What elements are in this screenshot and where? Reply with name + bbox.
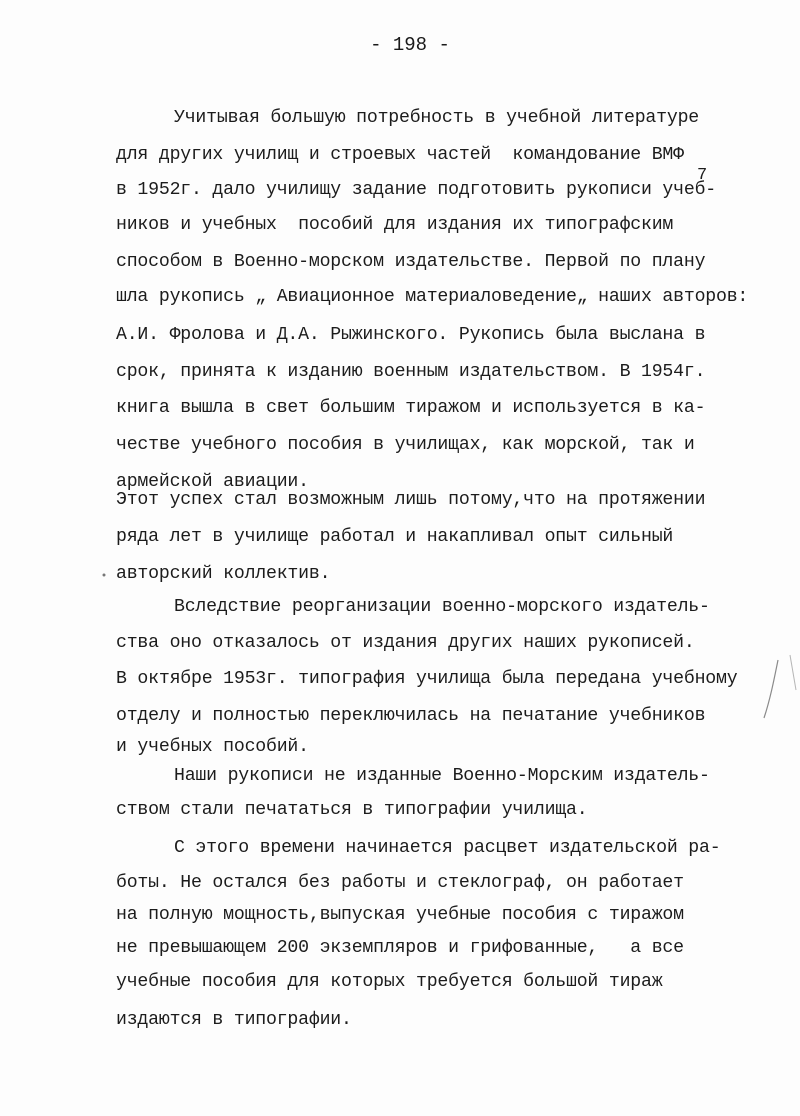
text-line: на полную мощность,выпуская учебные пособия с тиражом [116, 905, 684, 925]
pencil-stroke [790, 655, 796, 690]
text-line: для других училищ и строевых частей командование ВМФ [116, 145, 684, 165]
pencil-stroke [764, 660, 778, 718]
text-line: В октябре 1953г. типография училища была передана учебному [116, 669, 738, 689]
text-line: не превышающем 200 экземпляров и грифованные, а все [116, 938, 684, 958]
text-line: Этот успех стал возможным лишь потому,что на протяжении [116, 490, 706, 510]
text-line: в 1952г. дало училищу задание подготовить рукописи учеб- [116, 180, 716, 200]
text-line: армейской авиации. [116, 472, 309, 492]
text-line: А.И. Фролова и Д.А. Рыжинского. Рукопись была выслана в [116, 325, 706, 345]
text-line: авторский коллектив. [116, 564, 331, 584]
text-line: ством стали печататься в типографии училища. [116, 800, 588, 820]
text-line: издаются в типографии. [116, 1010, 352, 1030]
text-line: С этого времени начинается расцвет издательской ра- [174, 838, 721, 858]
text-line: честве учебного пособия в училищах, как морской, так и [116, 435, 695, 455]
text-line: и учебных пособий. [116, 737, 309, 757]
text-line: Наши рукописи не изданные Военно-Морским издатель- [174, 766, 710, 786]
footnote-mark: 7 [697, 166, 708, 185]
text-line: ства оно отказалось от издания других наших рукописей. [116, 633, 695, 653]
text-line: шла рукопись „ Авиационное материаловедение„ наших авторов: [116, 287, 749, 307]
page-number: - 198 - [370, 34, 450, 56]
text-line: способом в Военно-морском издательстве. Первой по плану [116, 252, 706, 272]
margin-dot [103, 574, 106, 577]
text-line: книга вышла в свет большим тиражом и используется в ка- [116, 398, 706, 418]
text-line: учебные пособия для которых требуется большой тираж [116, 972, 663, 992]
text-line: ряда лет в училище работал и накапливал опыт сильный [116, 527, 674, 547]
text-line: отделу и полностью переключилась на печатание учебников [116, 706, 706, 726]
text-line: ников и учебных пособий для издания их типографским [116, 215, 674, 235]
text-line: Вследствие реорганизации военно-морского издатель- [174, 597, 710, 617]
text-line: срок, принята к изданию военным издательством. В 1954г. [116, 362, 706, 382]
text-line: Учитывая большую потребность в учебной литературе [174, 108, 699, 128]
text-line: боты. Не остался без работы и стеклограф, он работает [116, 873, 684, 893]
